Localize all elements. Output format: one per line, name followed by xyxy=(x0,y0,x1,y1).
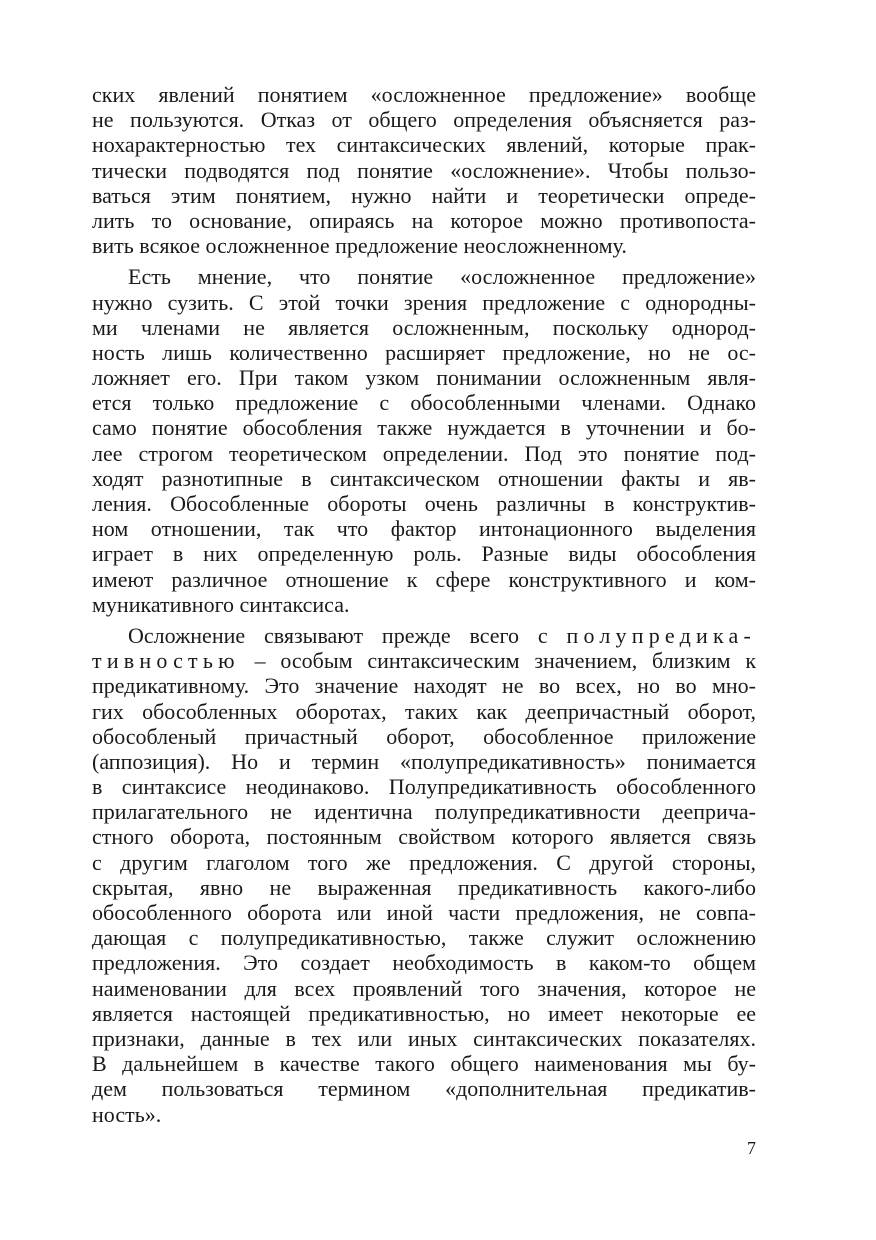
text-line: признаки, данные в тех или иных синтаксических показателях. xyxy=(92,1025,756,1051)
text-line: является настоящей предикативностью, но имеет некоторые ее xyxy=(92,1000,756,1026)
text-line: предложения. Это создает необходимость в каком-то общем xyxy=(92,950,756,976)
text-line: Есть мнение, что понятие «осложненное предложение» xyxy=(128,264,756,290)
text-line: прилагательного не идентична полупредикативности деепричa- xyxy=(92,799,756,825)
text-line: лить то основание, опираясь на которое можно противопоста- xyxy=(92,207,756,233)
text-line: ложняет его. При таком узком понимании осложненным явля- xyxy=(92,365,756,391)
text-line: ских явлений понятием «осложненное предложение» вообще xyxy=(92,82,756,107)
text-line: нужно сузить. С этой точки зрения предложение с однородны- xyxy=(92,289,756,315)
paragraph-1 xyxy=(92,82,756,258)
text-line: обособленый причастный оборот, обособленное приложение xyxy=(92,723,756,749)
text-run: – особым синтаксическим значением, близким к xyxy=(254,648,757,674)
text-line: гих обособленных оборотах, таких как деепричастный оборот, xyxy=(92,698,756,724)
text-run: Осложнение связывают прежде всего с xyxy=(128,622,548,648)
text-line: само понятие обособления также нуждается в уточнении и бо- xyxy=(92,415,756,441)
text-line: не пользуются. Отказ от общего определения объясняется раз- xyxy=(92,107,756,133)
text-line: В дальнейшем в качестве такого общего наименования мы бу- xyxy=(92,1051,756,1077)
text-line: вить всякое осложненное предложение неосложненному. xyxy=(92,233,627,259)
text-line: (аппозиция). Но и термин «полупредикативность» понимается xyxy=(92,748,756,774)
text-line: ходят разнотипные в синтаксическом отношении факты и яв- xyxy=(92,465,756,491)
text-line: тически подводятся под понятие «осложнение». Чтобы пользо- xyxy=(92,157,756,183)
text-line: нохарактерностью тех синтаксических явлений, которые прак- xyxy=(92,132,756,158)
text-line: дающая с полупредикативностью, также служит осложнению xyxy=(92,925,756,951)
text-line: с другим глаголом того же предложения. С другой стороны, xyxy=(92,849,756,875)
page-number: 7 xyxy=(747,1138,756,1158)
text-line: играет в них определенную роль. Разные виды обособления xyxy=(92,541,756,567)
spaced-term: тивностью xyxy=(92,648,240,674)
text-line: обособленного оборота или иной части предложения, не совпа- xyxy=(92,900,756,925)
text-line: ления. Обособленные обороты очень различны в конструктив- xyxy=(92,491,756,516)
text-line: ность». xyxy=(92,1101,162,1127)
text-line: лее строгом теоретическом определении. Под это понятие под- xyxy=(92,440,756,466)
text-line: дем пользоваться термином «дополнительная предикатив- xyxy=(92,1076,756,1102)
paragraph-3 xyxy=(92,623,756,1127)
text-line: наименовании для всех проявлений того значения, которое не xyxy=(92,975,756,1001)
spaced-term: полупредика- xyxy=(566,622,757,648)
text-line: в синтаксисе неодинаково. Полупредикативность обособленного xyxy=(92,774,756,800)
text-line: муникативного синтаксиса. xyxy=(92,591,350,617)
text-line: ном отношении, так что фактор интонационного выделения xyxy=(92,516,756,542)
text-line: ется только предложение с обособленными членами. Однако xyxy=(92,390,756,416)
text-line: ми членами не является осложненным, поскольку однород- xyxy=(92,314,756,340)
text-line: стного оборота, постоянным свойством которого является связь xyxy=(92,824,756,850)
text-line: ваться этим понятием, нужно найти и теоретически опреде- xyxy=(92,182,756,208)
text-line xyxy=(92,623,756,648)
page-text xyxy=(92,82,756,1127)
text-line: имеют различное отношение к сфере конструктивного и ком- xyxy=(92,566,756,592)
paragraph-2 xyxy=(92,264,756,617)
text-line: предикативному. Это значение находят не во всех, но во мно- xyxy=(92,673,756,699)
text-line xyxy=(92,648,756,673)
text-line: ность лишь количественно расширяет предложение, но не ос- xyxy=(92,339,756,365)
text-line: скрытая, явно не выраженная предикативность какого-либо xyxy=(92,874,756,900)
